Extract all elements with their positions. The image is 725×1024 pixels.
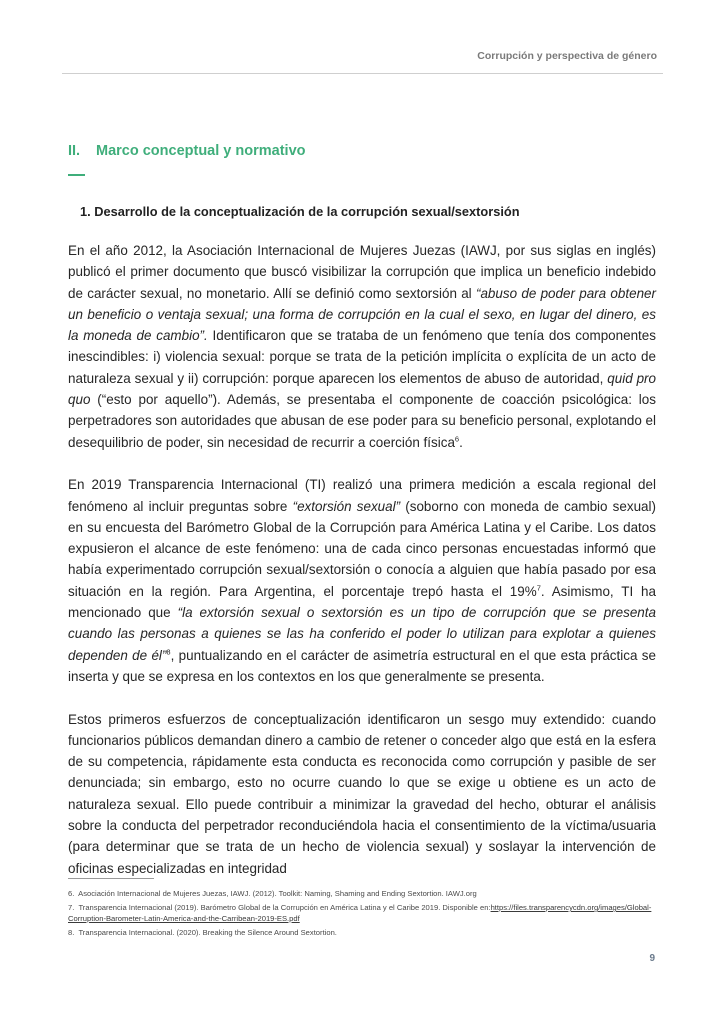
body-text <box>68 240 656 900</box>
footnote-number: 6. <box>68 889 75 898</box>
running-header-title: Corrupción y perspectiva de género <box>477 50 657 62</box>
text-run: (soborno con moneda de cambio sexual) en su encuesta del Barómetro Global de la Corrupción para América Latina y el Caribe. Los datos expusieron el alcance de este fenómeno: una de cada cinco personas encuestadas informó que había experimentado corrupción sexual/sextorsión o conocía a alguien que había pasado por esa situación en la región. Para Argentina, el porcentaje trepó hasta el 19% <box>68 498 656 599</box>
text-run: Estos primeros esfuerzos de conceptualización identificaron un sesgo muy extendido: cuando funcionarios públicos demandan dinero a cambio de retener o conceder algo que está en la esfera de su competencia, rápidamente esta conducta es reconocida como corrupción y pasible de ser denunciada; sin embargo, esto no ocurre cuando lo que se exige u obtiene es un acto de naturaleza sexual. Ello puede contribuir a minimizar la gravedad del hecho, obturar el análisis sobre la conducta del perpetrador reconduciéndola hacia el consentimiento de la víctima/usuaria (para determinar que se trata de un hecho de violencia sexual) y soslayar la intervención de oficinas especializadas en integridad <box>68 711 656 876</box>
paragraph-2 <box>68 474 656 687</box>
section-number: II. <box>68 143 81 159</box>
text-run: En el año 2012, la Asociación Internacional de Mujeres Juezas (IAWJ, por sus siglas en inglés) publicó el primer documento que buscó visibilizar la corrupción que implica un beneficio indebido de carácter sexual, no monetario. Allí se definió como sextorsión al <box>68 243 656 301</box>
footnote-6 <box>68 888 658 899</box>
footnote-number: 7. <box>68 903 75 912</box>
footnote-text: Transparencia Internacional. (2020). Breaking the Silence Around Sextortion. <box>78 928 337 937</box>
text-run: Identificaron que se trataba de un fenómeno que tenía dos componentes inescindibles: i) violencia sexual: porque se trata de la petición implícita o explícita de un acto de naturaleza sexual y ii) corrupción: porque aparecen los elementos de abuso de autoridad, <box>68 328 656 386</box>
section-title: Marco conceptual y normativo <box>96 143 306 159</box>
paragraph-1 <box>68 240 656 453</box>
footnote-text: Asociación Internacional de Mujeres Juezas, IAWJ. (2012). Toolkit: Naming, Shaming and Ending Sextortion. IAWJ.org <box>78 889 477 898</box>
quote-definition: “abuso de poder para obtener un beneficio o ventaja sexual; una forma de corrupción en la cual el sexo, en lugar del dinero, es la moneda de cambio”. <box>68 285 656 344</box>
footnote-divider <box>68 878 154 879</box>
quote-ti: “la extorsión sexual o sextorsión es un tipo de corrupción que se presenta cuando las personas a quienes se las ha conferido el poder lo utilizan para explotar a quienes dependen de él” <box>68 605 656 663</box>
section-accent-dash <box>68 174 85 176</box>
header-divider <box>62 73 663 74</box>
quote-term: “extorsión sexual” <box>292 498 401 514</box>
footnote-ref-6[interactable]: 6 <box>454 434 460 444</box>
text-run: , puntualizando en el carácter de asimetría estructural en el que esta práctica se inserta y que se expresa en los contextos en los que generalmente se presenta. <box>68 647 656 684</box>
footnote-8 <box>68 927 658 938</box>
subsection-number: 1. <box>80 204 91 219</box>
text-run: . <box>459 434 463 450</box>
footnote-number: 8. <box>68 928 75 937</box>
section-heading <box>68 143 306 159</box>
latin-phrase: quid pro quo <box>68 370 656 408</box>
footnote-7 <box>68 902 658 924</box>
footnote-link[interactable]: https://files.transparencycdn.org/images/Global-Corruption-Barometer-Latin-America-and-the-Carribean-2019-ES.pdf <box>68 903 652 923</box>
subsection-title: Desarrollo de la conceptualización de la corrupción sexual/sextorsión <box>94 204 520 219</box>
text-run: (“esto por aquello”). Además, se presentaba el componente de coacción psicológica: los perpetradores son autoridades que abusan de ese poder para su beneficio personal, explotando el desequilibrio de poder, sin necesidad de recurrir a coerción física <box>68 392 656 450</box>
paragraph-3 <box>68 709 656 879</box>
footnote-ref-7[interactable]: 7 <box>536 583 541 593</box>
footnote-ref-8[interactable]: 8 <box>166 647 171 657</box>
footnotes <box>68 888 658 941</box>
subsection-heading <box>80 204 520 219</box>
text-run: . Asimismo, TI ha mencionado que <box>68 583 656 621</box>
text-run: En 2019 Transparencia Internacional (TI) realizó una primera medición a escala regional del fenómeno al incluir preguntas sobre <box>68 477 656 514</box>
footnote-text: Transparencia Internacional (2019). Barómetro Global de la Corrupción en América Latina y el Caribe 2019. Disponible en: <box>78 903 491 912</box>
page-number: 9 <box>649 953 655 964</box>
